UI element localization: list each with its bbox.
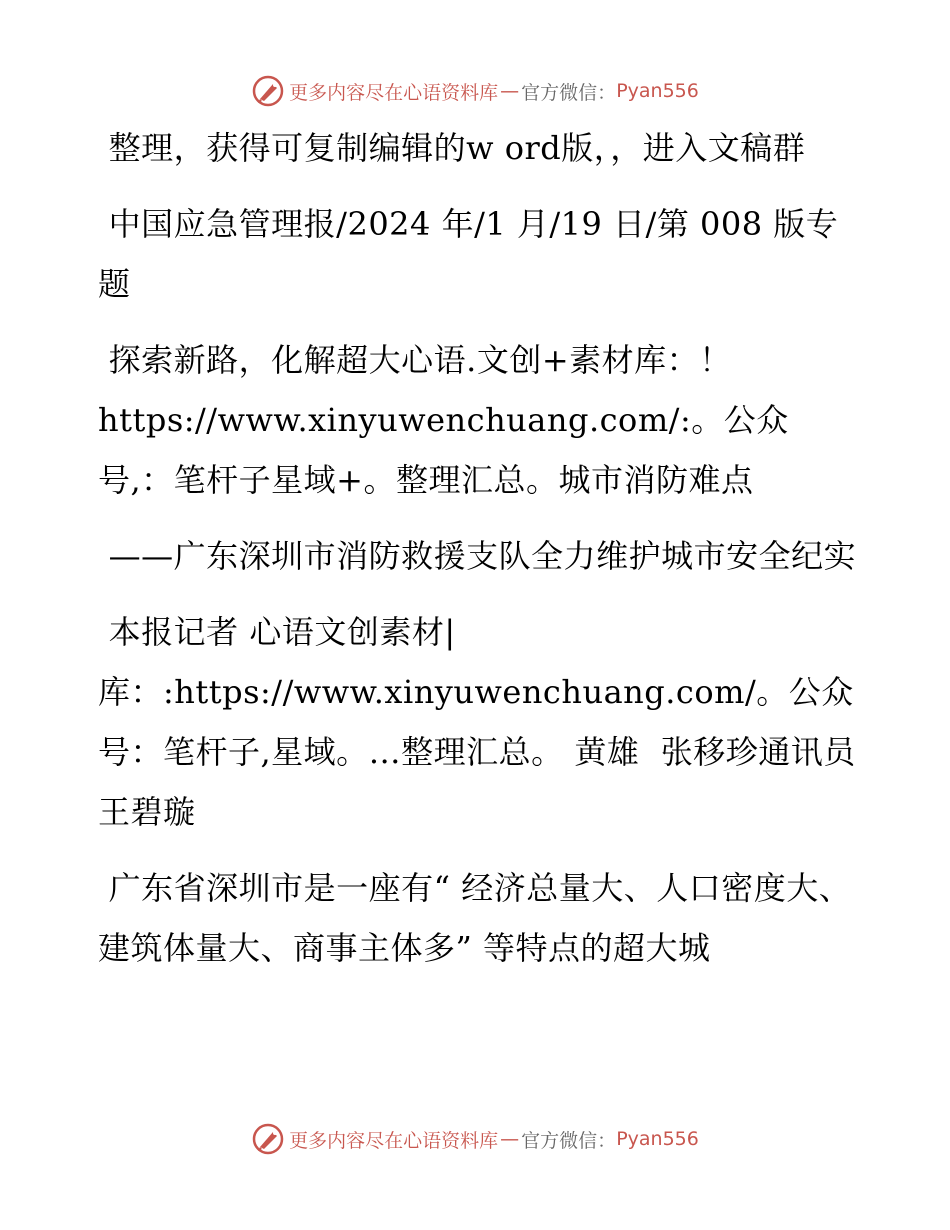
banner-wechat-label: 官方微信：	[521, 81, 617, 104]
paragraph-subheadline: ——广东深圳市消防救援支队全力维护城市安全纪实	[98, 537, 857, 575]
pen-logo-icon	[251, 74, 285, 108]
paragraph-headline: 探索新路，化解超大心语.文创+素材库：！https://www.xinyuwenchuang.com/:。公众号,：笔杆子星域+。整理汇总。城市消防难点	[98, 341, 789, 499]
document-body	[98, 118, 878, 994]
banner-main-text: 更多内容尽在心语资料库	[289, 1129, 499, 1152]
banner-main-text: 更多内容尽在心语资料库	[289, 81, 499, 104]
banner-wechat-id: Pyan556	[616, 1128, 699, 1150]
paragraph-intro: 整理，获得可复制编辑的w ord版，，进入文稿群	[98, 129, 806, 167]
paragraph-body: 广东省深圳市是一座有“ 经济总量大、人口密度大、建筑体量大、商事主体多” 等特点的超大城	[98, 869, 852, 967]
banner-separator: —	[500, 80, 520, 102]
banner-separator: —	[500, 1128, 520, 1150]
header-watermark-banner	[0, 72, 950, 110]
banner-wechat-id: Pyan556	[616, 80, 699, 102]
pen-logo-icon	[251, 1122, 285, 1156]
paragraph-source: 中国应急管理报/2024 年/1 月/19 日/第 008 版专题	[98, 205, 839, 303]
footer-watermark-banner	[0, 1120, 950, 1158]
paragraph-byline: 本报记者 心语文创素材|库：:https://www.xinyuwenchuang.com/。公众号：笔杆子,星域。…整理汇总。 黄雄 张移珍通讯员 王碧璇	[98, 613, 878, 831]
banner-wechat-label: 官方微信：	[521, 1129, 617, 1152]
